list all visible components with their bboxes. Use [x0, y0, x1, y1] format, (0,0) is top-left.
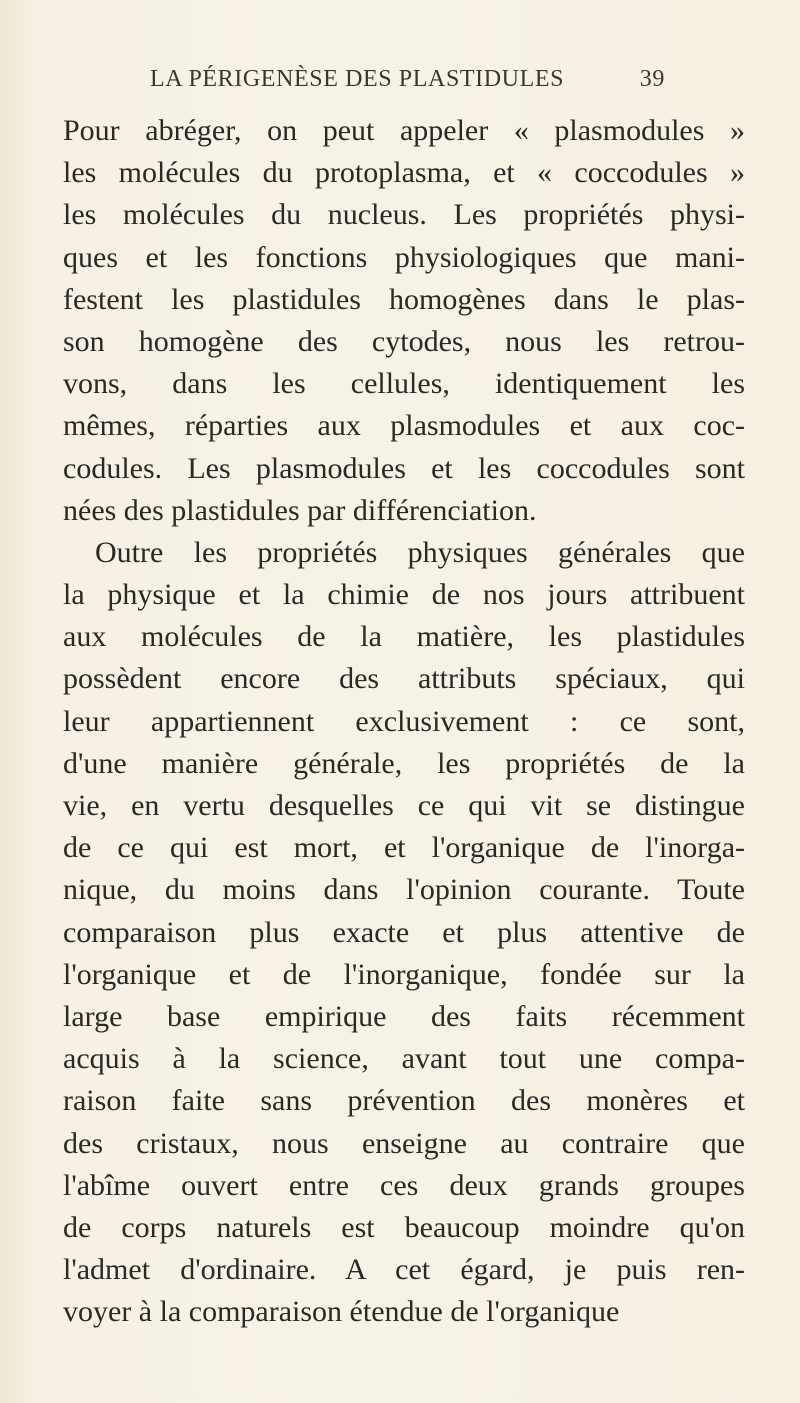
page-number: 39 [639, 66, 665, 92]
text-line: nique, du moins dans l'opinion courante. Toute [63, 873, 745, 907]
text-line: aux molécules de la matière, les plastidules [63, 620, 745, 654]
text-line: l'organique et de l'inorganique, fondée sur la [63, 957, 745, 991]
text-line: raison faite sans prévention des monères et [63, 1084, 745, 1118]
text-line: vie, en vertu desquelles ce qui vit se distingue [63, 789, 745, 822]
text-line: de corps naturels est beaucoup moindre qu'on [63, 1210, 745, 1244]
text-line: codules. Les plasmodules et les coccodules sont [63, 451, 745, 485]
text-line: festent les plastidules homogènes dans le plas- [63, 282, 745, 316]
text-line: ques et les fonctions physiologiques que mani- [63, 240, 745, 274]
text-line: l'abîme ouvert entre ces deux grands groupes [63, 1168, 745, 1202]
running-head [150, 66, 665, 102]
text-line: des cristaux, nous enseigne au contraire que [63, 1126, 745, 1160]
text-line: possèdent encore des attributs spéciaux, qui [63, 662, 745, 696]
text-line: voyer à la comparaison étendue de l'organique [63, 1295, 620, 1329]
text-line: vons, dans les cellules, identiquement les [63, 367, 745, 401]
text-line: de ce qui est mort, et l'organique de l'inorga- [63, 831, 745, 865]
text-line: large base empirique des faits récemment [63, 999, 745, 1033]
text-line: mêmes, réparties aux plasmodules et aux coc- [63, 409, 745, 443]
running-title: LA PÉRIGENÈSE DES PLASTIDULES [150, 66, 565, 92]
text-line: nées des plastidules par différenciation. [63, 493, 537, 527]
text-line: comparaison plus exacte et plus attentive de [63, 915, 745, 949]
text-line: les molécules du protoplasma, et « coccodules » [63, 156, 745, 190]
text-line: l'admet d'ordinaire. A cet égard, je puis ren- [63, 1253, 745, 1287]
text-line: les molécules du nucleus. Les propriétés physi- [63, 198, 745, 232]
text-line: Outre les propriétés physiques générales que [95, 535, 745, 569]
text-line: la physique et la chimie de nos jours attribuent [63, 578, 745, 612]
text-line: acquis à la science, avant tout une compa- [63, 1042, 745, 1076]
text-line: son homogène des cytodes, nous les retrou- [63, 324, 745, 358]
body-text [63, 110, 745, 1333]
text-line: Pour abréger, on peut appeler « plasmodules » [63, 114, 745, 147]
text-line: d'une manière générale, les propriétés de la [63, 746, 745, 780]
text-line: leur appartiennent exclusivement : ce sont, [63, 704, 745, 738]
